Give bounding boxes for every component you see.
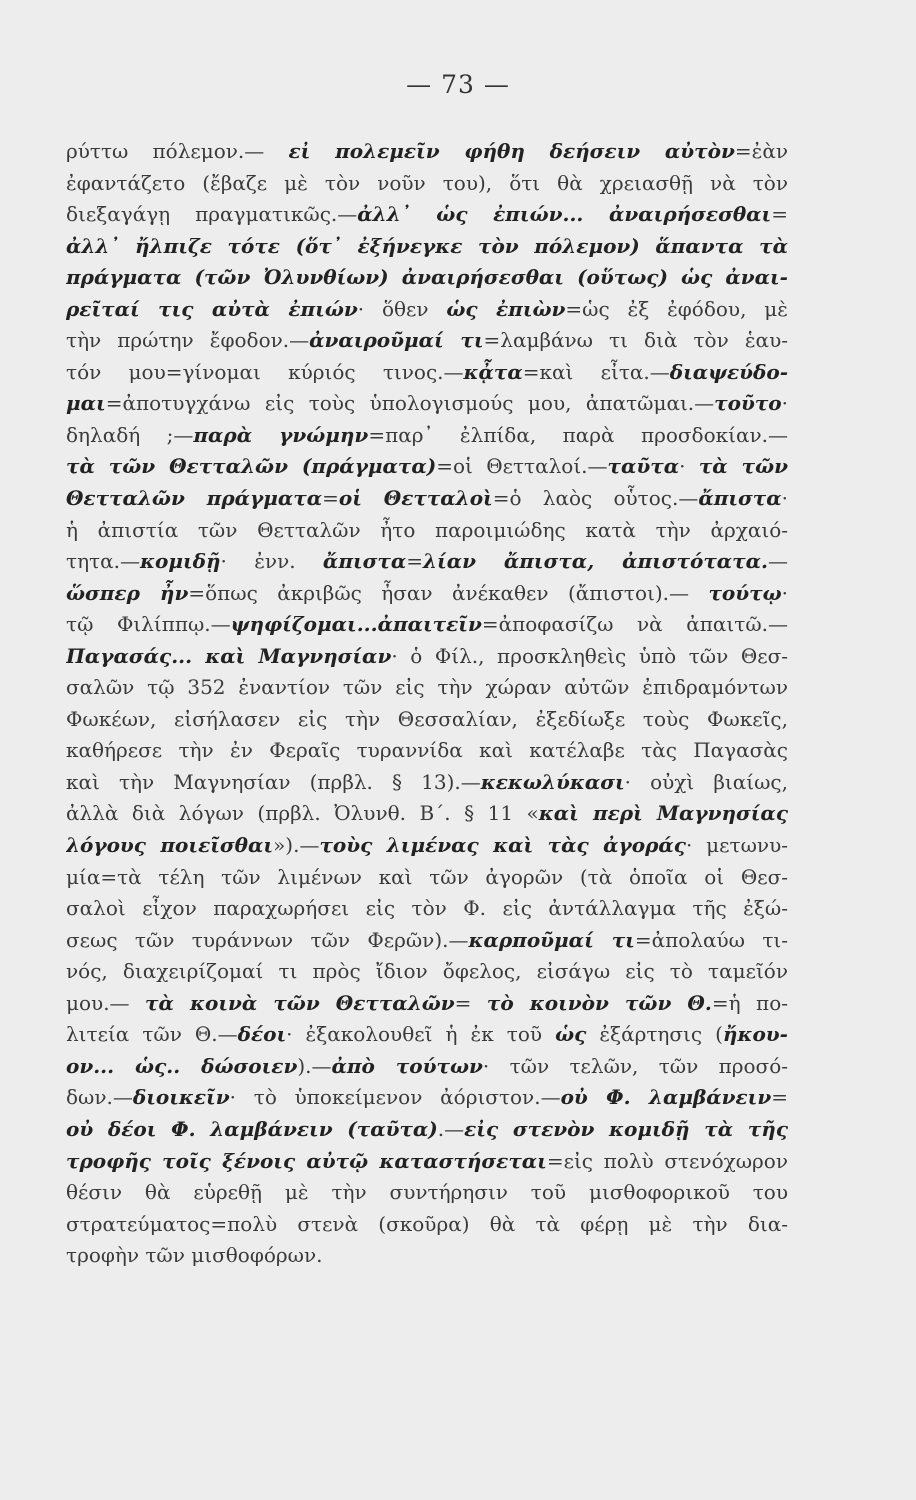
text-run: ἀπὸ τούτων — [331, 1053, 483, 1078]
text-run: καθήρεσε τὴν ἐν Φεραῖς τυραννίδα καὶ κατέλαβε τὰς Παγασὰς — [66, 738, 788, 763]
text-run: = — [406, 549, 423, 574]
text-run: τὰ τῶν Θετταλῶν (πράγματα) — [66, 454, 437, 479]
text-run: ἐξάρτησις ( — [586, 1022, 723, 1047]
text-line — [66, 1240, 788, 1272]
text-run: πράγματα (τῶν Ὀλυνθίων) ἀναιρήσεσθαι (οὕτως) ὡς ἀναι- — [66, 265, 788, 290]
text-run: τούτῳ — [708, 580, 782, 605]
text-run: οὐ δέοι Φ. λαμβάνειν (ταῦτα) — [66, 1116, 438, 1141]
text-run: =οἱ Θετταλοί.— — [436, 454, 608, 479]
text-run: σεως τῶν τυράννων τῶν Φερῶν).— — [66, 927, 469, 952]
text-run: · τῶν τελῶν, τῶν προσό- — [482, 1053, 788, 1078]
text-run: ον... ὡς.. δώσοιεν — [66, 1053, 298, 1078]
text-line — [66, 231, 788, 263]
text-run: διοικεῖν — [132, 1085, 230, 1110]
text-run: εἰς στενὸν κομιδῇ τὰ τῆς — [464, 1116, 788, 1141]
text-run: κεκωλύκασι — [480, 769, 625, 794]
text-line — [66, 420, 788, 452]
text-run: μαι — [66, 391, 106, 416]
text-run: Παγασάς... καὶ Μαγνησίαν — [66, 643, 392, 668]
text-run: =λαμβάνω τι διὰ τὸν ἑαυ- — [483, 328, 788, 353]
text-run: · — [781, 580, 788, 605]
text-run: =καὶ εἶτα.— — [522, 359, 670, 384]
text-line — [66, 862, 788, 894]
text-line — [66, 515, 788, 547]
text-run: νός, διαχειρίζομαί τι πρὸς ἴδιον ὄφελος, εἰσάγω εἰς τὸ ταμεῖόν — [66, 959, 788, 984]
text-run: παρὰ γνώμην — [193, 422, 369, 447]
commentary-text — [66, 136, 788, 1272]
text-line — [66, 704, 788, 736]
text-run: ἀλλ᾽ ἤλπιζε τότε (ὅτ᾽ ἐξήνεγκε τὸν πόλεμον) ἅπαντα τὰ — [66, 233, 788, 258]
text-run: τῷ Φιλίππῳ.— — [66, 612, 231, 637]
text-line — [66, 262, 788, 294]
text-line — [66, 1177, 788, 1209]
text-run: τητα.— — [66, 549, 140, 574]
text-run: διεξαγάγῃ πραγματικῶς.— — [66, 202, 358, 227]
text-run: τὰ τῶν — [698, 454, 788, 479]
text-run: δων.— — [66, 1085, 133, 1110]
text-run: ρεῖταί τις αὐτὰ ἐπιών — [66, 296, 358, 321]
text-run: τὸ κοινὸν τῶν Θ. — [486, 990, 712, 1015]
text-run: ).— — [297, 1053, 332, 1078]
text-run: ἡ ἀπιστία τῶν Θετταλῶν ἦτο παροιμιώδης κατὰ τὴν ἀρχαιό- — [66, 517, 788, 542]
text-line — [66, 578, 788, 610]
text-run: Θετταλῶν πράγματα — [66, 486, 323, 511]
text-run: ρύττω πόλεμον.— — [66, 139, 289, 163]
text-run: σαλοὶ εἶχον παραχωρήσει εἰς τὸν Φ. εἰς ἀντάλλαγμα τῆς ἐξώ- — [66, 896, 788, 921]
text-run: λιτεία τῶν Θ.— — [66, 1022, 238, 1047]
text-run: =εἰς πολὺ στενόχωρον — [546, 1148, 788, 1173]
text-run: ψηφίζομαι...ἀπαιτεῖν — [230, 612, 482, 637]
text-run: ἀλλ᾽ ὡς ἐπιών... ἀναιρήσεσθαι — [357, 202, 772, 227]
text-line — [66, 830, 788, 862]
text-run: τόν μου=γίνομαι κύριός τινος.— — [66, 359, 464, 384]
text-run: οὐ Φ. λαμβάνειν — [560, 1085, 772, 1110]
text-run: · ἐνν. — [220, 549, 323, 574]
text-run: ὡς — [555, 1022, 587, 1047]
text-line — [66, 1082, 788, 1114]
text-run: · ὁ Φίλ., προσκληθεὶς ὑπὸ τῶν Θεσ- — [391, 643, 788, 668]
text-run: .— — [437, 1116, 465, 1141]
text-run: Φωκέων, εἰσήλασεν εἰς τὴν Θεσσαλίαν, ἐξεδίωξε τοὺς Φωκεῖς, — [66, 706, 788, 731]
text-line — [66, 357, 788, 389]
text-run: καρποῦμαί τι — [468, 927, 635, 952]
page-number: — 73 — — [406, 70, 510, 99]
text-line — [66, 388, 788, 420]
text-run: τὰ κοινὰ τῶν Θετταλῶν — [145, 990, 455, 1015]
text-line — [66, 199, 788, 231]
text-run: ὡς ἐπιὼν — [446, 296, 566, 321]
text-run: διαψεύδο- — [669, 359, 788, 384]
text-run: μία=τὰ τέλη τῶν λιμένων καὶ τῶν ἀγορῶν (τὰ ὁποῖα οἱ Θεσ- — [66, 864, 788, 889]
text-run: καὶ τὴν Μαγνησίαν (πρβλ. § 13).— — [66, 769, 481, 794]
text-line — [66, 735, 788, 767]
text-run: καὶ περὶ Μαγνησίας — [538, 801, 788, 826]
text-run: ἤκου- — [722, 1022, 788, 1047]
text-run: στρατεύματος=πολὺ στενὰ (σκοῦρα) θὰ τὰ φέρῃ μὲ τὴν δια- — [66, 1211, 788, 1236]
text-run: ταῦτα — [607, 454, 680, 479]
text-line — [66, 136, 788, 168]
text-run: — — [768, 549, 788, 574]
text-line — [66, 546, 788, 578]
text-line — [66, 641, 788, 673]
text-line — [66, 609, 788, 641]
text-line — [66, 1146, 788, 1178]
text-run: = — [454, 990, 487, 1015]
text-run: »).— — [273, 833, 320, 858]
text-run: κομιδῇ — [139, 549, 221, 574]
text-run: · μετωνυ- — [685, 833, 788, 858]
text-run: =ὅπως ἀκριβῶς ἦσαν ἀνέκαθεν (ἄπιστοι).— — [188, 580, 709, 605]
text-line — [66, 1019, 788, 1051]
text-run: · τὸ ὑποκείμενον ἀόριστον.— — [229, 1085, 561, 1110]
text-line — [66, 1114, 788, 1146]
text-line — [66, 294, 788, 326]
text-run: κᾆτα — [463, 359, 523, 384]
text-run: ἀλλὰ διὰ λόγων (πρβλ. Ὀλυνθ. Β΄. § 11 « — [66, 801, 539, 826]
text-run: ἀναιροῦμαί τι — [309, 328, 484, 353]
text-line — [66, 893, 788, 925]
text-run: τροφῆς τοῖς ξένοις αὐτῷ καταστήσεται — [66, 1148, 547, 1173]
text-run: ἄπιστα — [698, 486, 782, 511]
text-run: · οὐχὶ βιαίως, — [624, 769, 788, 794]
text-line — [66, 798, 788, 830]
text-run: =παρ᾽ ἐλπίδα, παρὰ προσδοκίαν.— — [368, 422, 788, 447]
text-run: δηλαδή ;— — [66, 422, 194, 447]
text-run: οἱ Θετταλοὶ — [338, 486, 493, 511]
text-line — [66, 1209, 788, 1241]
text-run: δέοι — [237, 1022, 287, 1047]
text-line — [66, 483, 788, 515]
text-run: =ὡς ἐξ ἐφόδου, μὲ — [565, 296, 788, 321]
text-line — [66, 325, 788, 357]
text-run: σαλῶν τῷ 352 ἐναντίον τῶν εἰς τὴν χώραν αὐτῶν ἐπιδραμόντων — [66, 675, 788, 700]
text-run: εἰ πολεμεῖν φήθη δεήσειν αὐτὸν — [288, 139, 735, 163]
text-run: ἐφαντάζετο (ἔβαζε μὲ τὸν νοῦν του), ὅτι θὰ χρειασθῇ νὰ τὸν — [66, 170, 788, 195]
text-run: =ἀπολαύω τι- — [634, 927, 788, 952]
text-line — [66, 672, 788, 704]
text-line — [66, 1051, 788, 1083]
text-run: · ὅθεν — [357, 296, 447, 321]
text-run: · — [781, 391, 788, 416]
text-run: τοὺς λιμένας καὶ τὰς ἀγοράς — [319, 833, 686, 858]
text-line — [66, 988, 788, 1020]
text-run: ὥσπερ ἦν — [66, 580, 189, 605]
text-line — [66, 168, 788, 200]
text-run: τοῦτο — [714, 391, 782, 416]
text-run: τὴν πρώτην ἔφοδον.— — [66, 328, 310, 353]
text-run: λίαν ἄπιστα, ἀπιστότατα. — [423, 549, 768, 574]
text-line — [66, 925, 788, 957]
text-run: · — [781, 486, 788, 511]
text-run: =ὁ λαὸς οὗτος.— — [492, 486, 699, 511]
text-run: =ἀποφασίζω νὰ ἀπαιτῶ.— — [481, 612, 788, 637]
text-run: λόγους ποιεῖσθαι — [66, 833, 274, 858]
text-run: =ἡ πο- — [711, 990, 788, 1015]
text-line — [66, 956, 788, 988]
text-line — [66, 451, 788, 483]
text-run: τροφὴν τῶν μισθοφόρων. — [66, 1243, 323, 1268]
text-run: =ἐὰν — [734, 139, 788, 163]
text-run: θέσιν θὰ εὑρεθῇ μὲ τὴν συντήρησιν τοῦ μισθοφορικοῦ του — [66, 1180, 788, 1205]
text-run: =ἀποτυγχάνω εἰς τοὺς ὑπολογισμούς μου, ἀπατῶμαι.— — [105, 391, 715, 416]
text-run: = — [322, 486, 339, 511]
text-run: · — [679, 454, 699, 479]
text-run: μου.— — [66, 990, 146, 1015]
text-line — [66, 767, 788, 799]
text-run: · ἐξακολουθεῖ ἡ ἐκ τοῦ — [286, 1022, 556, 1047]
text-run: = — [771, 1085, 788, 1110]
text-run: = — [771, 202, 788, 227]
text-run: ἄπιστα — [322, 549, 407, 574]
